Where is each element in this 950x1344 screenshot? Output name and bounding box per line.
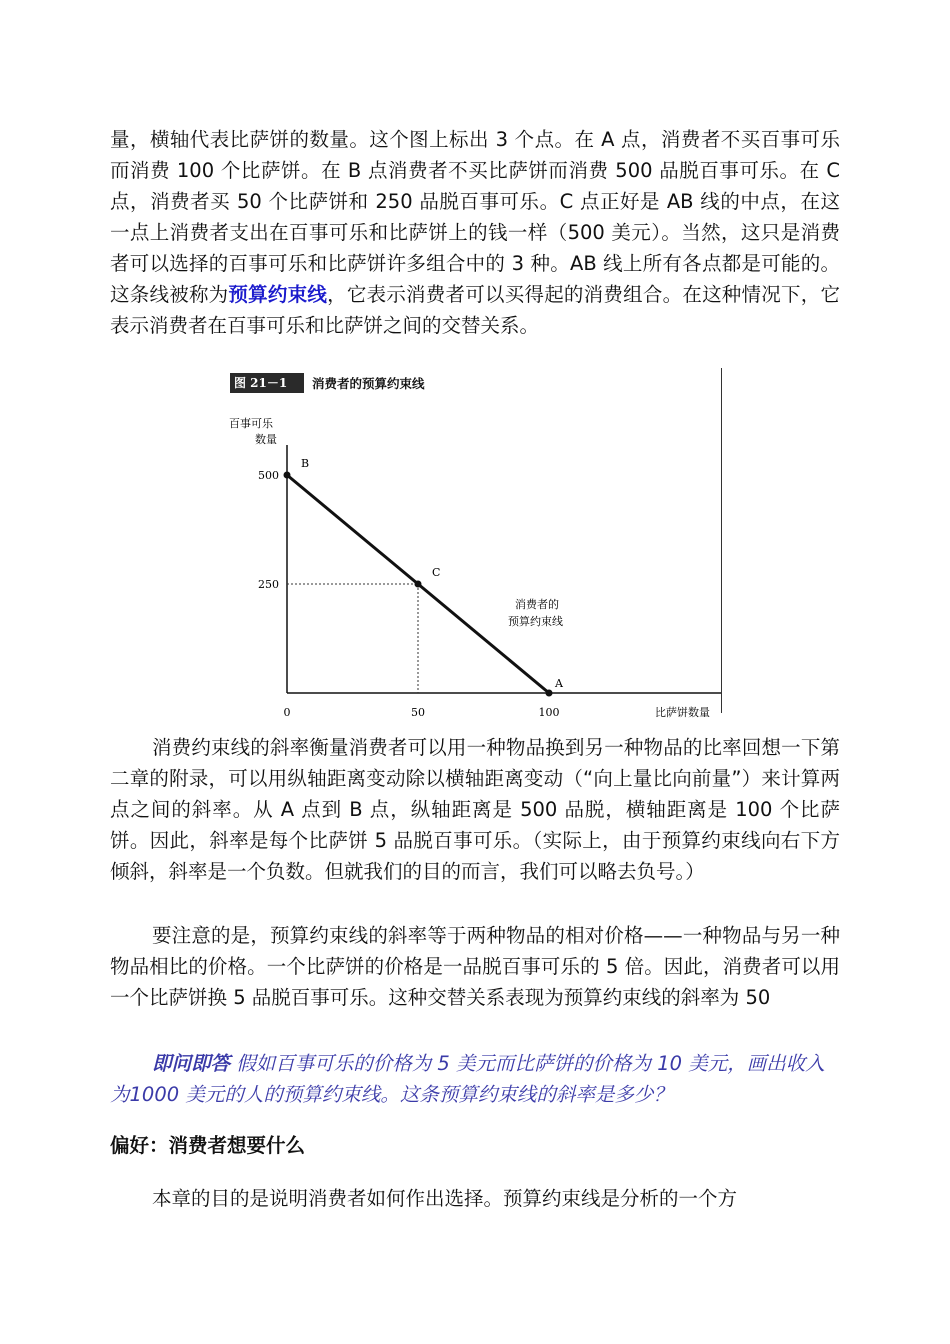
figure-label: 图 21－1 — [230, 373, 304, 393]
x-tick-label: 0 — [283, 706, 291, 719]
y-tick-label: 500 — [258, 469, 279, 482]
point-b — [284, 472, 291, 479]
term-budget-constraint[interactable]: 预算约束线 — [228, 283, 328, 306]
quick-quiz — [110, 1048, 840, 1110]
point-a — [546, 690, 553, 697]
point-label-c: C — [432, 566, 441, 579]
point-label-b: B — [301, 457, 310, 470]
y-tick-label: 250 — [258, 578, 279, 591]
y-axis-label-1: 百事可乐 — [229, 417, 273, 430]
quick-quiz-label: 即问即答 — [152, 1052, 231, 1075]
section-heading: 偏好：消费者想要什么 — [110, 1134, 306, 1157]
quick-quiz-text: 假如百事可乐的价格为 5 美元而比萨饼的价格为 10 美元，画出收入为1000 美元的人的预算约束线。这条预算约束线的斜率是多少？ — [110, 1052, 825, 1106]
paragraph-intro: 量，横轴代表比萨饼的数量。这个图上标出 3 个点。在 A 点，消费者不买百事可乐而消费 100 个比萨饼。在 B 点消费者不买比萨饼而消费 500 品脱百事可乐。在 C 点，消费者买 50 个比萨饼和 250 品脱百事可乐。C 点正好是 AB 线的中点，在这一点上消费者支出在百事可乐和比萨饼上的钱一样（500 美元）。当然，这只是消费者可以选择的百事可乐和比萨饼许多组合中的 3 种。AB 线上所有各点都是可能的。这条线被称为预算约束线，它表示消费者可以买得起的消费组合。在这种情况下，它表示消费者在百事可乐和比萨饼之间的交替关系。 — [110, 128, 840, 337]
budget-constraint-chart — [225, 367, 725, 729]
point-label-a: A — [555, 677, 563, 690]
x-tick-label: 100 — [538, 706, 560, 719]
paragraph-next: 本章的目的是说明消费者如何作出选择。预算约束线是分析的一个方 — [152, 1187, 738, 1210]
line-annotation-1: 消费者的 — [515, 598, 559, 611]
x-axis-label: 比萨饼数量 — [655, 706, 710, 719]
line-annotation-2: 预算约束线 — [508, 615, 563, 628]
figure-title: 消费者的预算约束线 — [312, 376, 425, 391]
point-c — [415, 581, 422, 588]
paragraph-slope: 消费约束线的斜率衡量消费者可以用一种物品换到另一种物品的比率回想一下第二章的附录，可以用纵轴距离变动除以横轴距离变动（“向上量比向前量”）来计算两点之间的斜率。从 A 点到 B 点，纵轴距离是 500 品脱，横轴距离是 100 个比萨饼。因此，斜率是每个比萨饼 5 品脱百事可乐。（实际上，由于预算约束线向右下方倾斜，斜率是一个负数。但就我们的目的而言，我们可以略去负号。） — [110, 736, 840, 883]
paragraph-relative-price: 要注意的是，预算约束线的斜率等于两种物品的相对价格——一种物品与另一种物品相比的价格。一个比萨饼的价格是一品脱百事可乐的 5 倍。因此，消费者可以用一个比萨饼换 5 品脱百事可乐。这种交替关系表现为预算约束线的斜率为 50 — [110, 924, 840, 1009]
x-tick-label: 50 — [411, 706, 425, 719]
y-axis-label-2: 数量 — [255, 433, 277, 446]
